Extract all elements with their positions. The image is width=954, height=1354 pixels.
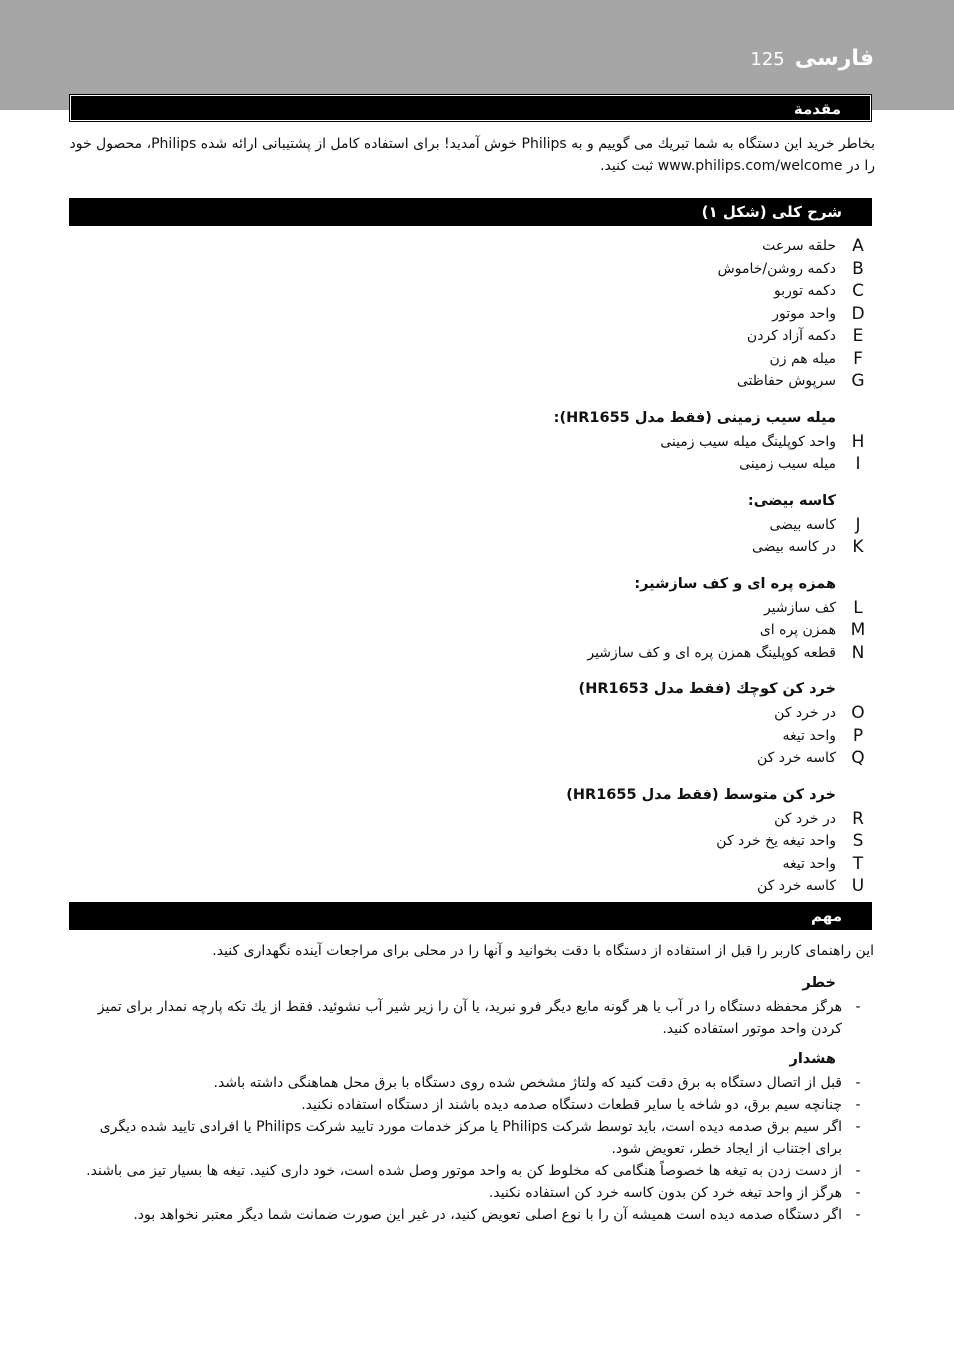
list-item [274, 514, 874, 537]
list-item [274, 370, 874, 393]
group-title: کاسه بیضی: [747, 492, 836, 509]
list-item [274, 747, 874, 770]
overview-heading-bar [69, 198, 872, 226]
item-letter: H [851, 431, 865, 452]
list-item: - هرگز محفظه دستگاه را در آب یا هر گونه مایع دیگر فرو نبرید، یا آن را زیر شیر آب نشوئید. فقط از یك تکه پارچه نمدار برای تمیز کردن واحد موتور استفاده کنید. [69, 996, 874, 1040]
item-label: میله سیب زمینی [739, 456, 836, 473]
list-item: - از دست زدن به تیغه ها خصوصاً هنگامی که مخلوط کن به واحد موتور وصل شده است، خود داری کنید. تیغه ها بسیار تیز می باشند. [69, 1160, 874, 1182]
item-label: همزن پره ای [759, 622, 836, 639]
page-header [750, 46, 874, 71]
intro-heading-bar [69, 94, 872, 122]
list-item [274, 597, 874, 620]
item-label: واحد کوپلینگ میله سیب زمینی [660, 433, 836, 450]
item-letter: G [851, 371, 865, 392]
list-item [274, 853, 874, 876]
warning-title: هشدار [789, 1051, 836, 1067]
item-letter: K [852, 537, 864, 558]
danger-item: هرگز محفظه دستگاه را در آب یا هر گونه مایع دیگر فرو نبرید، یا آن را زیر شیر آب نشوئید. فقط از یك تکه پارچه نمدار برای تمیز کردن واحد موتور استفاده کنید. [97, 999, 842, 1037]
item-letter: Q [851, 748, 865, 769]
item-label: حلقه سرعت [762, 238, 836, 255]
page-number: 125 [750, 49, 785, 70]
group-title: همزه پره ای و کف سازشیر: [634, 575, 836, 592]
intro-paragraph: بخاطر خرید این دستگاه به شما تبریك می گوییم و به Philips خوش آمدید! برای استفاده کامل از پشتیبانی ارائه شده Philips، محصول خود را در www.philips.com/welcome ثبت کنید. [69, 136, 875, 174]
group-title: خرد کن متوسط (فقط مدل HR1655) [566, 786, 836, 803]
list-item: - هرگز از واحد تیغه خرد کن بدون کاسه خرد کن استفاده نکنید. [69, 1182, 874, 1204]
item-letter: M [850, 620, 866, 641]
list-item [274, 280, 874, 303]
item-letter: R [852, 808, 864, 829]
list-item [274, 702, 874, 725]
item-letter: A [852, 236, 864, 257]
item-letter: I [855, 454, 861, 475]
item-label: دکمه آزاد کردن [746, 328, 836, 345]
item-label: واحد موتور [772, 305, 836, 322]
important-section [69, 940, 874, 1226]
important-intro: این راهنمای کاربر را قبل از استفاده از دستگاه با دقت بخوانید و آنها را در محلی برای مراجعات آینده نگهداری کنید. [212, 943, 874, 959]
item-label: کاسه خرد کن [756, 878, 836, 895]
item-letter: B [852, 258, 864, 279]
group-title: خرد کن کوچك (فقط مدل HR1653) [578, 681, 836, 697]
warning-item: اگر سیم برق صدمه دیده است، باید توسط شرکت Philips یا مرکز خدمات مورد تایید شرکت Philips یا افرادی تایید شده دیگری برای اجتناب از ایجاد خطر، تعویض شود. [99, 1119, 842, 1157]
item-label: دکمه روشن/خاموش [717, 260, 836, 277]
item-label: واحد تیغه [782, 727, 836, 744]
list-item [274, 642, 874, 665]
item-label: در خرد کن [774, 705, 836, 722]
item-letter: E [852, 326, 864, 347]
item-label: کف سازشیر [763, 599, 836, 616]
item-label: در خرد کن [774, 810, 836, 827]
list-item [274, 725, 874, 748]
item-label: واحد تیغه [782, 855, 836, 872]
list-item [274, 536, 874, 559]
warning-item: قبل از اتصال دستگاه به برق دقت کنید که ولتاژ مشخص شده روی دستگاه با برق محل هماهنگی داشته باشد. [213, 1075, 842, 1091]
warning-item: چنانچه سیم برق، دو شاخه یا سایر قطعات دستگاه صدمه دیده باشند از دستگاه استفاده نکنید. [301, 1097, 842, 1113]
list-item: - قبل از اتصال دستگاه به برق دقت کنید که ولتاژ مشخص شده روی دستگاه با برق محل هماهنگی داشته باشد. [69, 1072, 874, 1094]
warning-item: هرگز از واحد تیغه خرد کن بدون کاسه خرد کن استفاده نکنید. [488, 1185, 842, 1201]
item-letter: N [851, 642, 865, 663]
list-item [274, 453, 874, 476]
item-letter: T [852, 853, 864, 874]
important-heading: مهم [811, 907, 842, 925]
list-item: - اگر دستگاه صدمه دیده است همیشه آن را با نوع اصلی تعویض کنید، در غیر این صورت ضمانت شما دیگر معتبر نخواهد بود. [69, 1204, 874, 1226]
list-item [274, 830, 874, 853]
list-item [274, 258, 874, 281]
item-label: کاسه بیضی [769, 516, 836, 533]
item-letter: L [853, 597, 863, 618]
danger-title: خطر [802, 975, 836, 991]
list-item [274, 303, 874, 326]
warning-item: اگر دستگاه صدمه دیده است همیشه آن را با نوع اصلی تعویض کنید، در غیر این صورت ضمانت شما دیگر معتبر نخواهد بود. [133, 1207, 842, 1223]
item-letter: U [851, 876, 865, 897]
list-item [274, 808, 874, 831]
warning-item: از دست زدن به تیغه ها خصوصاً هنگامی که مخلوط کن به واحد موتور وصل شده است، خود داری کنید. تیغه ها بسیار تیز می باشند. [86, 1163, 842, 1179]
item-label: واحد تیغه یخ خرد کن [716, 833, 836, 850]
intro-heading: مقدمة [793, 100, 841, 118]
overview-heading: شرح کلی (شکل ۱) [701, 203, 842, 221]
item-label: در کاسه بیضی [752, 539, 836, 556]
important-heading-bar [69, 902, 872, 930]
item-letter: F [853, 348, 863, 369]
list-item: - چنانچه سیم برق، دو شاخه یا سایر قطعات دستگاه صدمه دیده باشند از دستگاه استفاده نکنید. [69, 1094, 874, 1116]
item-label: سرپوش حفاظتی [736, 373, 836, 390]
item-letter: S [852, 831, 864, 852]
list-item [274, 619, 874, 642]
item-letter: C [852, 281, 864, 302]
item-label: میله هم زن [769, 350, 836, 367]
list-item: - اگر سیم برق صدمه دیده است، باید توسط شرکت Philips یا مرکز خدمات مورد تایید شرکت Philips یا افرادی تایید شده دیگری برای اجتناب از ایجاد خطر، تعویض شود. [69, 1116, 874, 1160]
group-title: میله سیب زمینی (فقط مدل HR1655): [553, 409, 836, 426]
item-label: کاسه خرد کن [756, 750, 836, 767]
item-letter: J [855, 514, 861, 535]
list-item [274, 348, 874, 371]
list-item [274, 325, 874, 348]
item-letter: D [851, 303, 865, 324]
list-item [274, 875, 874, 898]
parts-list [274, 235, 874, 898]
item-letter: O [851, 703, 865, 724]
item-letter: P [852, 725, 864, 746]
list-item [274, 235, 874, 258]
item-label: قطعه کوپلینگ همزن پره ای و کف سازشیر [587, 644, 836, 661]
page-language-title: فارسی [794, 46, 874, 71]
item-label: دکمه توربو [774, 283, 836, 300]
list-item [274, 431, 874, 454]
